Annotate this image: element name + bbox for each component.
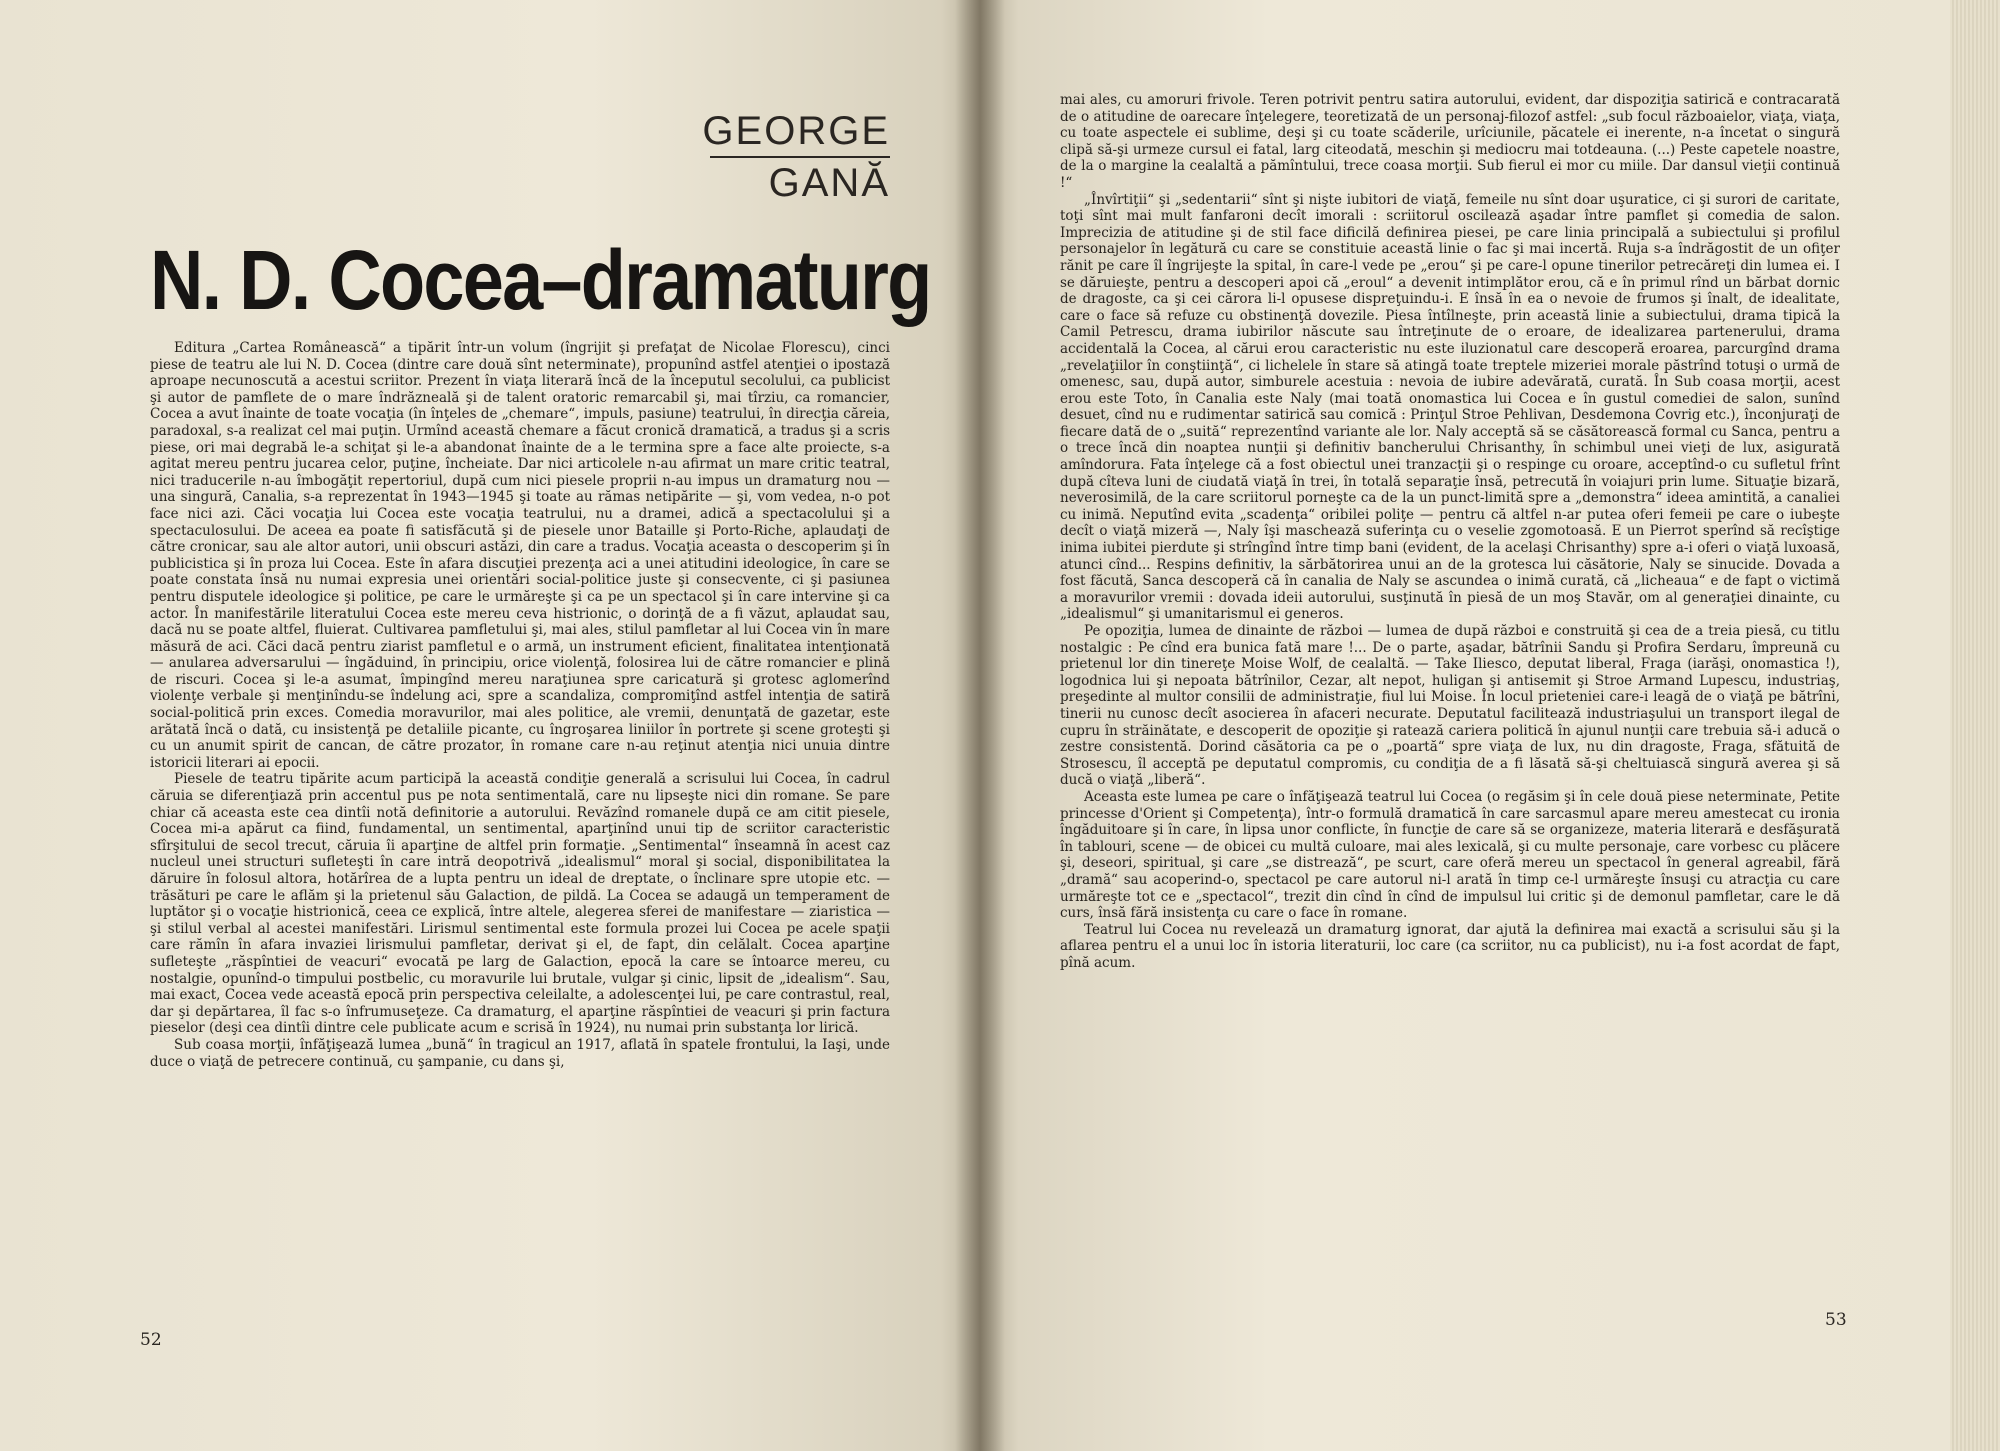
page-edges	[1950, 0, 2000, 1451]
paragraph: Editura „Cartea Românească“ a tipărit într-un volum (îngrijit şi prefaţat de Nicolae Florescu), cinci piese de teatru ale lui N. D. Cocea (dintre care două sînt neterminate), propunînd astfel atenţiei o ipostază aproape necunoscută a acestui scriitor. Prezent în viaţa literară încă de la începutul secolului, ca publicist şi autor de pamflete de o mare îndrăzneală şi de talent oratoric remarcabil şi, mai tîrziu, ca romancier, Cocea a avut înainte de toate vocaţia (în înţeles de „chemare“, impuls, pasiune) teatrului, în direcţia căreia, paradoxal, s-a realizat cel mai puţin. Urmînd această chemare a făcut cronică dramatică, a tradus şi a scris piese, ori mai degrabă le-a schiţat şi le-a abandonat înainte de a le termina spre a face alte proiecte, s-a agitat mereu pentru jucarea celor, puţine, încheiate. Dar nici articolele n-au afirmat un mare critic teatral, nici traducerile n-au îmbogăţit repertoriul, după cum nici piesele proprii n-au impus un dramaturg nou — una singură, Canalia, s-a reprezentat în 1943—1945 şi toate au rămas netipărite — şi, vom vedea, n-o pot face nici azi. Căci vocaţia lui Cocea este vocaţia teatrului, nu a dramei, adică a spectacolului şi a spectaculosului. De aceea ea poate fi satisfăcută şi de piesele unor Bataille şi Porto-Riche, aplaudaţi de către cronicar, sau ale altor autori, unii obscuri astăzi, din care a tradus. Vocaţia aceasta o descoperim şi în publicistica şi în proza lui Cocea. Este în afara discuţiei prezenţa aci a unei atitudini ideologice, în care se poate constata însă nu numai expresia unei orientări social-politice juste şi consecvente, ci şi pasiunea pentru disputele ideologice şi politice, pe care le urmăreşte şi ca pe un spectacol şi în care intervine şi ca actor. În manifestările literatului Cocea este mereu ceva histrionic, o dorinţă de a fi văzut, aplaudat sau, dacă nu se poate altfel, fluierat. Cultivarea pamfletului şi, mai ales, stilul pamfletar al lui Cocea vin în mare măsură de aci. Căci dacă pentru ziarist pamfletul e o armă, un instrument eficient, finalitatea intenţionată — anularea adversarului — îngăduind, în principiu, orice violenţă, folosirea lui de către romancier e plină de riscuri. Cocea şi le-a asumat, împingînd mereu naraţiunea spre caricatură şi grotesc aglomerînd violenţe verbale şi menţinîndu-se îndelung aci, spre a scandaliza, compromiţînd astfel intenţia de satiră social-politică prin exces. Comedia moravurilor, mai ales politice, ale vremii, denunţată de gazetar, este arătată încă o dată, cu insistenţă pe detaliile picante, cu îngroşarea liniilor în portrete şi scene groteşti şi cu un anumit spirit de cancan, de către prozator, în romane care n-au reţinut atenţia nici unuia dintre istoricii literari ai epocii.	[150, 340, 890, 771]
author-last-name: GANĂ	[768, 161, 890, 205]
paragraph: Sub coasa morţii, înfăţişează lumea „bună“ în tragicul an 1917, aflată în spatele frontului, la Iaşi, unde duce o viaţă de petrecere continuă, cu şampanie, cu dans şi,	[150, 1036, 890, 1070]
author-name	[650, 110, 890, 204]
author-first-name: GEORGE	[702, 109, 890, 153]
author-rule	[710, 156, 890, 158]
paragraph: „Învîrtiţii“ şi „sedentarii“ sînt şi nişte iubitori de viaţă, femeile nu sînt doar uşuratice, ci şi surori de caritate, toţi sînt mai mult fanfaroni decît imorali : scriitorul oscilează aşadar între pamflet şi comedia de salon. Imprecizia de atitudine şi de stil face dificilă definirea piesei, pe care linia principală a subiectului şi profilul personajelor în legătură cu care se constituie această linie o fac şi mai incertă. Ruja s-a îndrăgostit de un ofiţer rănit pe care îl îngrijeşte la spital, în care-l vede pe „erou“ şi pe care-l opune tinerilor petrecăreţi din lumea ei. I se dăruieşte, pentru a descoperi apoi că „eroul“ a devenit intimplător erou, că e în primul rînd un bărbat dornic de dragoste, ca şi cei cărora li-l opusese dispreţuindu-i. E însă în ea o nevoie de frumos şi înalt, de idealitate, care o face să refuze cu obstinenţă dovezile. Piesa întîlneşte, prin această linie a subiectului, drama tipică la Camil Petrescu, drama iubirilor născute sau întreţinute de o eroare, de idealizarea partenerului, drama accidentală la Cocea, al cărui erou caracteristic nu este iluzionatul care descoperă eroarea, parcurgînd drama „revelaţiilor în conştiinţă“, ci lichelele în stare să atingă toate treptele mizeriei morale păstrînd totuşi o urmă de omenesc, sau, după autor, simburele acestuia : nevoia de iubire adevărată, curată. În Sub coasa morţii, acest erou este Toto, în Canalia este Naly (mai toată onomastica lui Cocea e în gustul comediei de salon, sunînd desuet, cînd nu e rudimentar satirică sau comică : Prinţul Stroe Pehlivan, Desdemona Covrig etc.), înconjuraţi de fiecare dată de o „suită“ reprezentînd variante ale lor. Naly acceptă să se căsătorească formal cu Sanca, pentru a o trece încă din noaptea nunţii şi definitiv bancherului Chrisanthy, în schimbul unei vieţi de lux, asigurată amîndorura. Fata înţelege că a fost obiectul unei tranzacţii şi o respinge cu oroare, acceptînd-o cu sufletul frînt după cîteva luni de ciudată viaţă în trei, în totală separaţie însă, petrecută în voiajuri prin lume. Situaţie bizară, neverosimilă, de la care scriitorul porneşte ca de la un punct-limită spre a „demonstra“ ideea amintită, a canaliei cu inimă. Neputînd evita „scadenţa“ oribilei poliţe — pentru că altfel n-ar putea oferi femeii pe care o iubeşte decît o viaţă mizeră —, Naly îşi maschează suferinţa cu o veselie zgomotoasă. E un Pierrot sperînd să recîştige inima iubitei pierdute şi strîngînd între timp bani (evident, de la acelaşi Chrisanthy) spre a-i oferi o viaţă luxoasă, atunci cînd... Respins definitiv, la sărbătorirea unui an de la grotesca lui căsătorie, Naly se sinucide. Dovada a fost făcută, Sanca descoperă că în canalia de Naly se ascundea o inimă curată, că „licheaua“ e de fapt o victimă a moravurilor vremii : dovada ideii autorului, susţinută în piesă de un moş Stavăr, om al generaţiei dinainte, cu „idealismul“ şi umanitarismul ei generos.	[1060, 191, 1840, 623]
paragraph: mai ales, cu amoruri frivole. Teren potrivit pentru satira autorului, evident, dar dispoziţia satirică e contracarată de o atitudine de oarecare înţelegere, teoretizată de un personaj-filozof astfel: „sub focul războaielor, viaţa, viaţa, cu toate aspectele ei sublime, deşi şi cu toate scăderile, urîciunile, păcatele ei inerente, n-a încetat o singură clipă să-şi urmeze cursul ei fatal, larg citeodată, meschin şi mediocru mai totdeauna. (...) Peste capetele noastre, de la o margine la cealaltă a pămîntului, trece coasa morţii. Sub fierul ei mor cu miile. Dar dansul vieţii continuă !“	[1060, 92, 1840, 191]
page-number-right: 53	[1825, 1310, 1847, 1330]
left-page	[0, 0, 980, 1451]
paragraph: Pe opoziţia, lumea de dinainte de război — lumea de după război e construită şi cea de a treia piesă, cu titlu nostalgic : Pe cînd era bunica fată mare !... De o parte, aşadar, bătrînii Sandu şi Profira Serdaru, împreună cu prietenul lor din tinereţe Moise Wolf, de cealaltă. — Take Iliesco, deputat liberal, Fraga (iarăşi, onomastica !), logodnica lui şi nepoata bătrînilor, Cezar, alt nepot, huligan şi antisemit şi Stroe Armand Lupescu, industriaş, preşedinte al multor consilii de administraţie, fiul lui Moise. În locul prieteniei care-i leagă de o viaţă pe bătrîni, tinerii nu cunosc decît asocierea în afaceri necurate. Deputatul facilitează industriaşului un transport ilegal de cupru în străinătate, e descoperit de opoziţie şi ratează cariera politică în ajunul nunţii care trebuia să-i aducă o zestre consistentă. Dorind căsătoria ca pe o „poartă“ spre viaţa de lux, nu din dragoste, Fraga, sfătuită de Strosescu, îl acceptă pe deputatul compromis, cu condiţia de a fi lăsată să-şi cheltuiască singură averea şi să ducă o viaţă „liberă“.	[1060, 623, 1840, 789]
paragraph: Aceasta este lumea pe care o înfăţişează teatrul lui Cocea (o regăsim şi în cele două piese neterminate, Petite princesse d'Orient şi Competenţa), într-o formulă dramatică în care sarcasmul apare mereu amestecat cu ironia îngăduitoare şi în care, în lipsa unor conflicte, în funcţie de care să se organizeze, materia literară e desfăşurată în tablouri, scene — de obicei cu multă culoare, mai ales lexicală, şi cu multe personaje, care vorbesc cu plăcere şi, deseori, spiritual, şi care „se distrează“, pe scurt, care oferă mereu un spectacol în general agreabil, fără „dramă“ sau acoperind-o, spectacol pe care autorul ni-l arată în timp ce-l urmăreşte însuşi cu atracţia cu care urmăreşte tot ce e „spectacol“, trezit din cînd în cînd de impulsul lui critic şi de demonul pamfletar, care le dă curs, însă fără insistenţa cu care o face în romane.	[1060, 788, 1840, 922]
book-gutter	[955, 0, 1005, 1451]
right-page	[980, 0, 1950, 1451]
paragraph: Teatrul lui Cocea nu revelează un dramaturg ignorat, dar ajută la definirea mai exactă a scrisului său şi la aflarea pentru el a unui loc în istoria literaturii, loc care (ca scriitor, nu ca publicist), nu i-a fost acordat de fapt, pînă acum.	[1060, 921, 1840, 971]
left-body-text	[150, 340, 890, 1350]
article-title: N. D. Cocea–dramaturg	[150, 233, 931, 327]
page-number-left: 52	[140, 1330, 162, 1350]
paragraph: Piesele de teatru tipărite acum participă la această condiţie generală a scrisului lui Cocea, în cadrul căruia se diferenţiază prin accentul pus pe nota sentimentală, care nu lipseşte nici din romane. Se pare chiar că aceasta este cea dintîi notă definitorie a autorului. Revăzînd romanele după ce am citit piesele, Cocea mi-a apărut ca fiind, fundamental, un sentimental, aparţinînd unui tip de scriitor caracteristic sfîrşitului de secol trecut, căruia îi aparţine de altfel prin formaţie. „Sentimental“ înseamnă în acest caz nucleul unei structuri sufleteşti în care intră deopotrivă „idealismul“ moral şi social, disponibilitatea la dăruire în folosul altora, hotărîrea de a lupta pentru un ideal de dreptate, o înclinare spre utopie etc. — trăsături pe care le aflăm şi la prietenul său Galaction, de pildă. La Cocea se adaugă un temperament de luptător şi o vocaţie histrionică, ceea ce explică, între altele, alegerea sferei de manifestare — ziaristica — şi stilul verbal al acestei manifestări. Lirismul sentimental este formula prozei lui Cocea pe acele spaţii care rămîn în afara invaziei lirismului pamfletar, derivat şi el, de fapt, din celălalt. Cocea aparţine sufleteşte „răspîntiei de veacuri“ evocată pe larg de Galaction, epocă la care se întoarce mereu, cu nostalgie, opunînd-o timpului postbelic, cu moravurile lui brutale, vulgar şi cinic, lipsit de „idealism“. Sau, mai exact, Cocea vede această epocă prin perspectiva celeilalte, a adolescenţei lui, pe care contrastul, real, dar şi depărtarea, îl fac s-o înfrumuseţeze. Ca dramaturg, el aparţine răspîntiei de veacuri şi prin factura pieselor (deşi cea dintîi dintre cele publicate acum e scrisă în 1924), nu numai prin substanţa lor lirică.	[150, 771, 890, 1037]
right-body-text	[1060, 92, 1840, 1302]
